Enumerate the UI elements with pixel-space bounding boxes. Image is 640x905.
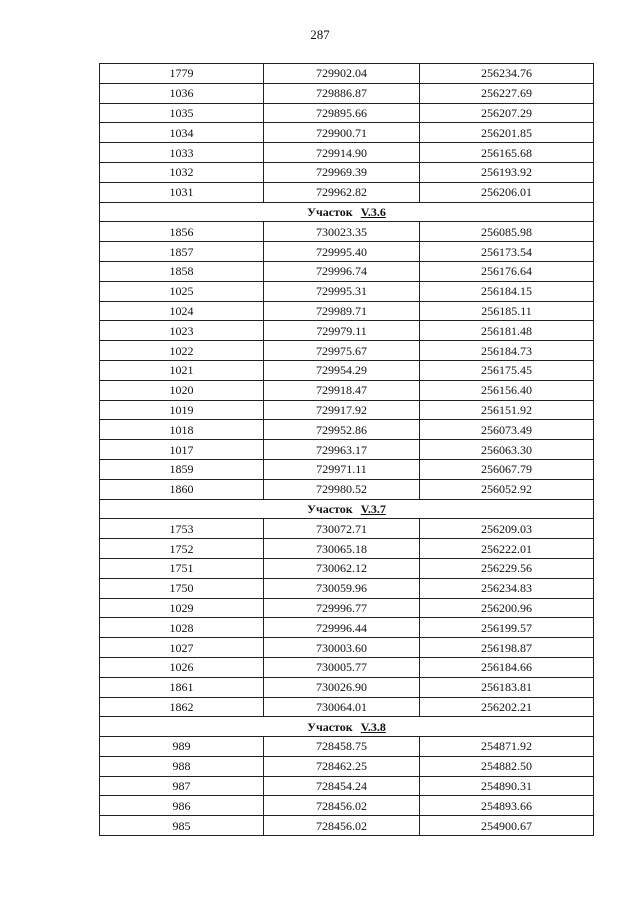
- table-row: [100, 816, 594, 836]
- section-title: Участок: [307, 719, 353, 734]
- y-coordinate-cell: 256198.87: [420, 638, 594, 658]
- point-number-cell: 1024: [100, 301, 264, 321]
- table-row: [100, 539, 594, 559]
- x-coordinate-cell: 729969.39: [264, 162, 420, 182]
- section-code: V.3.7: [360, 501, 386, 516]
- point-number-cell: 1753: [100, 519, 264, 539]
- y-coordinate-cell: 256234.76: [420, 64, 594, 84]
- point-number-cell: 1026: [100, 657, 264, 677]
- point-number-cell: 985: [100, 816, 264, 836]
- y-coordinate-cell: 254890.31: [420, 776, 594, 796]
- point-number-cell: 1029: [100, 598, 264, 618]
- point-number-cell: 1027: [100, 638, 264, 658]
- point-number-cell: 1860: [100, 479, 264, 499]
- x-coordinate-cell: 729954.29: [264, 360, 420, 380]
- point-number-cell: 1032: [100, 162, 264, 182]
- table-row: [100, 261, 594, 281]
- y-coordinate-cell: 256222.01: [420, 539, 594, 559]
- table-row: [100, 578, 594, 598]
- table-row: [100, 143, 594, 163]
- point-number-cell: 988: [100, 756, 264, 776]
- point-number-cell: 1019: [100, 400, 264, 420]
- y-coordinate-cell: 256200.96: [420, 598, 594, 618]
- x-coordinate-cell: 729918.47: [264, 380, 420, 400]
- x-coordinate-cell: 730065.18: [264, 539, 420, 559]
- x-coordinate-cell: 728456.02: [264, 796, 420, 816]
- y-coordinate-cell: 256227.69: [420, 83, 594, 103]
- point-number-cell: 987: [100, 776, 264, 796]
- x-coordinate-cell: 729963.17: [264, 440, 420, 460]
- table-row: [100, 677, 594, 697]
- point-number-cell: 1017: [100, 440, 264, 460]
- x-coordinate-cell: 728454.24: [264, 776, 420, 796]
- coordinates-table: [99, 63, 594, 836]
- section-code: V.3.6: [360, 204, 386, 219]
- y-coordinate-cell: 256173.54: [420, 242, 594, 262]
- y-coordinate-cell: 256156.40: [420, 380, 594, 400]
- x-coordinate-cell: 729895.66: [264, 103, 420, 123]
- point-number-cell: 1031: [100, 182, 264, 202]
- table-row: [100, 242, 594, 262]
- section-header-row: [100, 499, 594, 519]
- x-coordinate-cell: 730023.35: [264, 222, 420, 242]
- point-number-cell: 1025: [100, 281, 264, 301]
- table-row: [100, 598, 594, 618]
- point-number-cell: 1752: [100, 539, 264, 559]
- x-coordinate-cell: 729995.31: [264, 281, 420, 301]
- y-coordinate-cell: 254893.66: [420, 796, 594, 816]
- section-header-cell: [100, 202, 594, 222]
- x-coordinate-cell: 729917.92: [264, 400, 420, 420]
- section-header-cell: [100, 717, 594, 737]
- y-coordinate-cell: 256199.57: [420, 618, 594, 638]
- y-coordinate-cell: 254882.50: [420, 756, 594, 776]
- table-row: [100, 638, 594, 658]
- y-coordinate-cell: 256209.03: [420, 519, 594, 539]
- y-coordinate-cell: 256073.49: [420, 420, 594, 440]
- x-coordinate-cell: 729886.87: [264, 83, 420, 103]
- table-row: [100, 737, 594, 757]
- point-number-cell: 1028: [100, 618, 264, 638]
- x-coordinate-cell: 730059.96: [264, 578, 420, 598]
- y-coordinate-cell: 256063.30: [420, 440, 594, 460]
- section-code: V.3.8: [360, 719, 386, 734]
- x-coordinate-cell: 728458.75: [264, 737, 420, 757]
- table-row: [100, 281, 594, 301]
- table-row: [100, 796, 594, 816]
- point-number-cell: 1862: [100, 697, 264, 717]
- table-row: [100, 479, 594, 499]
- y-coordinate-cell: 256184.15: [420, 281, 594, 301]
- table-row: [100, 182, 594, 202]
- page-number: 287: [310, 27, 330, 42]
- x-coordinate-cell: 729975.67: [264, 341, 420, 361]
- y-coordinate-cell: 256206.01: [420, 182, 594, 202]
- x-coordinate-cell: 729914.90: [264, 143, 420, 163]
- x-coordinate-cell: 729971.11: [264, 459, 420, 479]
- x-coordinate-cell: 729996.74: [264, 261, 420, 281]
- table-row: [100, 360, 594, 380]
- y-coordinate-cell: 256185.11: [420, 301, 594, 321]
- x-coordinate-cell: 729962.82: [264, 182, 420, 202]
- y-coordinate-cell: 256085.98: [420, 222, 594, 242]
- y-coordinate-cell: 254871.92: [420, 737, 594, 757]
- x-coordinate-cell: 729996.77: [264, 598, 420, 618]
- y-coordinate-cell: 256184.66: [420, 657, 594, 677]
- y-coordinate-cell: 256151.92: [420, 400, 594, 420]
- x-coordinate-cell: 729995.40: [264, 242, 420, 262]
- point-number-cell: 1018: [100, 420, 264, 440]
- table-row: [100, 83, 594, 103]
- point-number-cell: 1856: [100, 222, 264, 242]
- point-number-cell: 1036: [100, 83, 264, 103]
- y-coordinate-cell: 254900.67: [420, 816, 594, 836]
- section-header-row: [100, 202, 594, 222]
- table-row: [100, 222, 594, 242]
- section-header-row: [100, 717, 594, 737]
- table-row: [100, 400, 594, 420]
- point-number-cell: 1021: [100, 360, 264, 380]
- point-number-cell: 1779: [100, 64, 264, 84]
- point-number-cell: 1034: [100, 123, 264, 143]
- x-coordinate-cell: 728456.02: [264, 816, 420, 836]
- point-number-cell: 989: [100, 737, 264, 757]
- y-coordinate-cell: 256201.85: [420, 123, 594, 143]
- y-coordinate-cell: 256229.56: [420, 558, 594, 578]
- y-coordinate-cell: 256234.83: [420, 578, 594, 598]
- y-coordinate-cell: 256183.81: [420, 677, 594, 697]
- table-row: [100, 64, 594, 84]
- x-coordinate-cell: 729900.71: [264, 123, 420, 143]
- point-number-cell: 1020: [100, 380, 264, 400]
- x-coordinate-cell: 730064.01: [264, 697, 420, 717]
- section-title: Участок: [307, 501, 353, 516]
- table-row: [100, 380, 594, 400]
- point-number-cell: 1859: [100, 459, 264, 479]
- point-number-cell: 1751: [100, 558, 264, 578]
- y-coordinate-cell: 256184.73: [420, 341, 594, 361]
- x-coordinate-cell: 729996.44: [264, 618, 420, 638]
- y-coordinate-cell: 256202.21: [420, 697, 594, 717]
- x-coordinate-cell: 730026.90: [264, 677, 420, 697]
- point-number-cell: 1857: [100, 242, 264, 262]
- x-coordinate-cell: 730003.60: [264, 638, 420, 658]
- table-row: [100, 103, 594, 123]
- point-number-cell: 1858: [100, 261, 264, 281]
- x-coordinate-cell: 730072.71: [264, 519, 420, 539]
- table-row: [100, 420, 594, 440]
- point-number-cell: 1861: [100, 677, 264, 697]
- table-row: [100, 440, 594, 460]
- table-row: [100, 519, 594, 539]
- table-row: [100, 776, 594, 796]
- x-coordinate-cell: 729980.52: [264, 479, 420, 499]
- x-coordinate-cell: 729902.04: [264, 64, 420, 84]
- table-row: [100, 301, 594, 321]
- y-coordinate-cell: 256207.29: [420, 103, 594, 123]
- table-row: [100, 459, 594, 479]
- y-coordinate-cell: 256165.68: [420, 143, 594, 163]
- table-row: [100, 657, 594, 677]
- table-row: [100, 618, 594, 638]
- table-row: [100, 321, 594, 341]
- y-coordinate-cell: 256181.48: [420, 321, 594, 341]
- point-number-cell: 986: [100, 796, 264, 816]
- point-number-cell: 1035: [100, 103, 264, 123]
- x-coordinate-cell: 729989.71: [264, 301, 420, 321]
- table-row: [100, 123, 594, 143]
- section-title: Участок: [307, 204, 353, 219]
- y-coordinate-cell: 256067.79: [420, 459, 594, 479]
- table-row: [100, 756, 594, 776]
- x-coordinate-cell: 729979.11: [264, 321, 420, 341]
- table-row: [100, 341, 594, 361]
- point-number-cell: 1023: [100, 321, 264, 341]
- point-number-cell: 1033: [100, 143, 264, 163]
- y-coordinate-cell: 256175.45: [420, 360, 594, 380]
- y-coordinate-cell: 256176.64: [420, 261, 594, 281]
- table-row: [100, 558, 594, 578]
- y-coordinate-cell: 256052.92: [420, 479, 594, 499]
- y-coordinate-cell: 256193.92: [420, 162, 594, 182]
- x-coordinate-cell: 730062.12: [264, 558, 420, 578]
- section-header-cell: [100, 499, 594, 519]
- coordinates-table-body: [100, 64, 594, 836]
- table-row: [100, 697, 594, 717]
- point-number-cell: 1750: [100, 578, 264, 598]
- x-coordinate-cell: 728462.25: [264, 756, 420, 776]
- table-row: [100, 162, 594, 182]
- point-number-cell: 1022: [100, 341, 264, 361]
- x-coordinate-cell: 730005.77: [264, 657, 420, 677]
- x-coordinate-cell: 729952.86: [264, 420, 420, 440]
